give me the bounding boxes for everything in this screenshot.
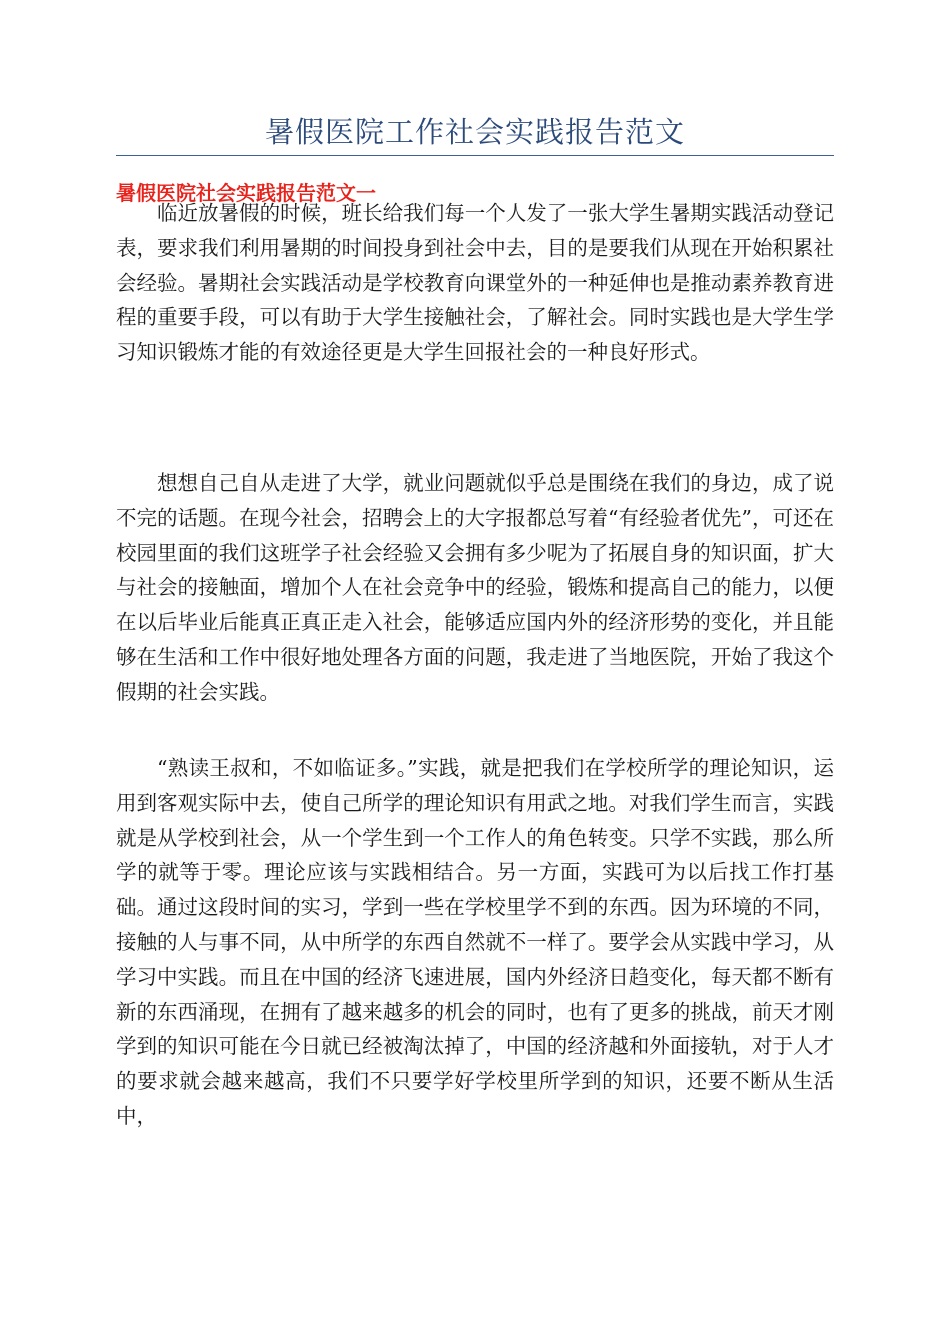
paragraph-1: 临近放暑假的时候，班长给我们每一个人发了一张大学生暑期实践活动登记表，要求我们利用暑期的时间投身到社会中去，目的是要我们从现在开始积累社会经验。暑期社会实践活动是学校教育向课堂外的一种延伸也是推动素养教育进程的重要手段，可以有助于大学生接触社会，了解社会。同时实践也是大学生学习知识锻炼才能的有效途径更是大学生回报社会的一种良好形式。 — [116, 201, 834, 365]
paragraph-2: 想想自己自从走进了大学，就业问题就似乎总是围绕在我们的身边，成了说不完的话题。在现今社会，招聘会上的大字报都总写着“有经验者优先”，可还在校园里面的我们这班学子社会经验又会拥有多少呢为了拓展自身的知识面，扩大与社会的接触面，增加个人在社会竞争中的经验，锻炼和提高自己的能力，以便在以后毕业后能真正真正走入社会，能够适应国内外的经济形势的变化，并且能够在生活和工作中很好地处理各方面的问题，我走进了当地医院，开始了我这个假期的社会实践。 — [116, 471, 834, 704]
paragraph-3: “熟读王叔和，不如临证多。”实践，就是把我们在学校所学的理论知识，运用到客观实际中去，使自己所学的理论知识有用武之地。对我们学生而言，实践就是从学校到社会，从一个学生到一个工作人的角色转变。只学不实践，那么所学的就等于零。理论应该与实践相结合。另一方面，实践可为以后找工作打基础。通过这段时间的实习，学到一些在学校里学不到的东西。因为环境的不同，接触的人与事不同，从中所学的东西自然就不一样了。要学会从实践中学习，从学习中实践。而且在中国的经济飞速进展，国内外经济日趋变化，每天都不断有新的东西涌现，在拥有了越来越多的机会的同时，也有了更多的挑战，前天才刚学到的知识可能在今日就已经被淘汰掉了，中国的经济越和外面接轨，对于人才的要求就会越来越高，我们不只要学好学校里所学到的知识，还要不断从生活中， — [116, 756, 834, 1128]
document-title: 暑假医院工作社会实践报告范文 — [264, 115, 685, 149]
title-underline — [116, 155, 834, 156]
section-heading: 暑假医院社会实践报告范文一 — [116, 181, 376, 205]
